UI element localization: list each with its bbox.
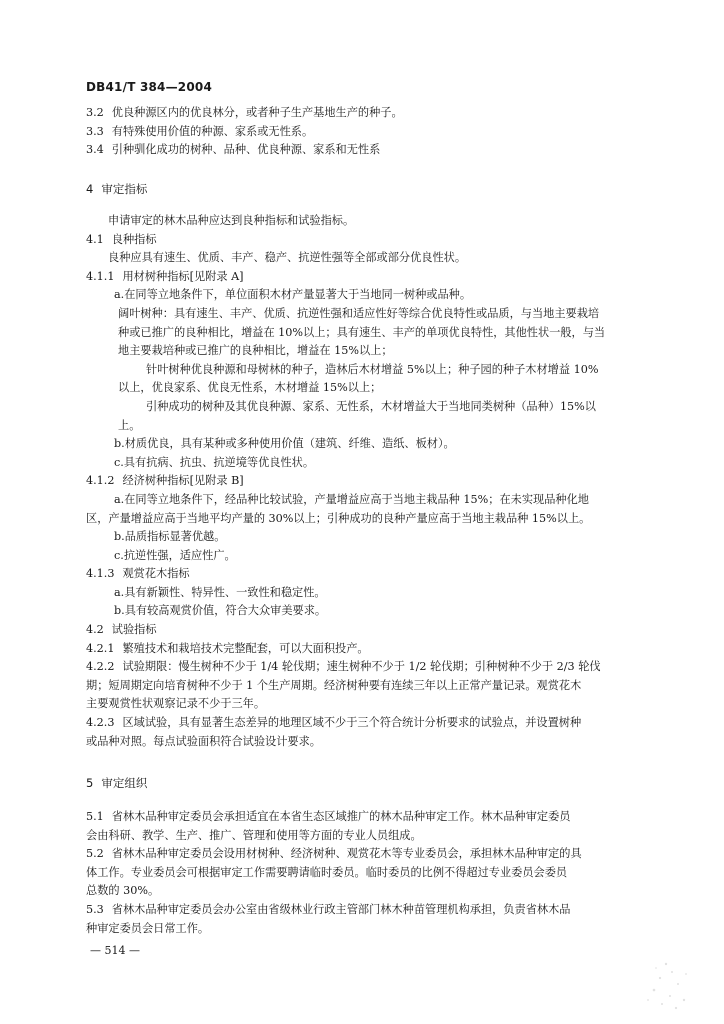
clause-4-1-1-b: b.材质优良，具有某种或多种使用价值（建筑、纤维、造纸、板材）。 [114, 437, 455, 451]
clause-4-2-heading: 4.2 试验指标 [86, 623, 157, 637]
broadleaf-line-3: 地主要栽培种或已推广的良种相比，增益在 15%以上； [118, 344, 393, 358]
clause-5-1-line-1: 5.1 省林木品种审定委员会承担适宜在本省生态区域推广的林木品种审定工作。林木品种审定委员 [86, 810, 571, 823]
clause-4-1-1-heading: 4.1.1 用材树种指标[见附录 A] [86, 269, 244, 283]
clause-5-1-line-2: 会由科研、教学、生产、推广、管理和使用等方面的专业人员组成。 [86, 828, 422, 842]
section-5-heading: 5 审定组织 [86, 776, 148, 790]
clause-4-2-3-line-1: 4.2.3 区域试验，具有显著生态差异的地理区域不少于三个符合统计分析要求的试验点，并设置树种 [86, 716, 582, 730]
clause-4-2-2-line-3: 主要观赏性状观察记录不少于三年。 [86, 697, 266, 711]
broadleaf-line-2: 种或已推广的良种相比，增益在 10%以上；具有速生、丰产的单项优良特性，其他性状一般，与当 [118, 325, 606, 339]
scan-artifact-mark [626, 944, 696, 1014]
clause-4-1-heading: 4.1 良种指标 [86, 232, 157, 246]
standard-code-header: DB41/T 384—2004 [86, 80, 212, 94]
clause-4-2-3-line-2: 或品种对照。每点试验面积符合试验设计要求。 [86, 734, 321, 748]
clause-4-1-1-a: a.在同等立地条件下，单位面积木材产量显著大于当地同一树种或品种。 [114, 288, 472, 302]
clause-4-1-2-b: b.品质指标显著优越。 [114, 530, 226, 544]
clause-4-1-3-heading: 4.1.3 观赏花木指标 [86, 567, 190, 581]
clause-4-1-3-a: a.具有新颖性、特异性、一致性和稳定性。 [114, 585, 326, 599]
clause-4-1-2-a-line-2: 区，产量增益应高于当地平均产量的 30%以上；引种成功的良种产量应高于当地主栽品种 15%以上。 [86, 511, 591, 525]
clause-4-1-3-b: b.具有较高观赏价值，符合大众审美要求。 [114, 604, 327, 618]
clause-3-2: 3.2 优良种源区内的优良林分，或者种子生产基地生产的种子。 [86, 106, 403, 119]
clause-3-3: 3.3 有特殊使用价值的种源、家系或无性系。 [86, 124, 314, 138]
clause-4-1-2-heading: 4.1.2 经济树种指标[见附录 B] [86, 474, 244, 488]
clause-4-2-1: 4.2.1 繁殖技术和栽培技术完整配套，可以大面积投产。 [86, 641, 369, 655]
introduced-line-2: 上。 [118, 418, 141, 432]
section-4-heading: 4 审定指标 [86, 182, 148, 196]
clause-5-2-line-2: 体工作。专业委员会可根据审定工作需要聘请临时委员。临时委员的比例不得超过专业委员会委员 [86, 865, 568, 879]
clause-5-3-line-1: 5.3 省林木品种审定委员会办公室由省级林业行政主管部门林木种苗管理机构承担，负责省林木品 [86, 902, 571, 916]
clause-3-4: 3.4 引种驯化成功的树种、品种、优良种源、家系和无性系 [86, 143, 381, 157]
clause-4-1-text: 良种应具有速生、优质、丰产、稳产、抗逆性强等全部或部分优良性状。 [108, 251, 467, 265]
clause-4-2-2-line-1: 4.2.2 试验期限：慢生树种不少于 1/4 轮伐期；速生树种不少于 1/2 轮伐期；引种树种不少于 2/3 轮伐 [86, 660, 601, 674]
clause-4-1-2-c: c.抗逆性强，适应性广。 [114, 548, 236, 562]
conifer-line-2: 以上，优良家系、优良无性系，木材增益 15%以上； [118, 381, 382, 395]
clause-4-1-2-a-line-1: a.在同等立地条件下，经品种比较试验，产量增益应高于当地主栽品种 15%；在未实现品种化地 [114, 492, 589, 506]
section-4-body [86, 212, 664, 751]
clause-5-2-line-3: 总数的 30%。 [86, 884, 160, 898]
conifer-line-1: 针叶树种优良种源和母树林的种子，造林后木材增益 5%以上；种子园的种子木材增益 10% [146, 362, 599, 376]
clause-4-2-2-line-2: 期；短周期定向培育树种不少于 1 个生产周期。经济树种要有连续三年以上正常产量记录。观赏花木 [86, 678, 582, 692]
clause-4-1-1-c: c.具有抗病、抗虫、抗逆境等优良性状。 [114, 455, 315, 469]
clause-5-3-line-2: 种审定委员会日常工作。 [86, 921, 210, 935]
clause-5-2-line-1: 5.2 省林木品种审定委员会设用材树种、经济树种、观赏花木等专业委员会，承担林木品种审定的具 [86, 847, 582, 861]
introduced-line-1: 引种成功的树种及其优良种源、家系、无性系，木材增益大于当地同类树种（品种）15%以 [146, 399, 596, 413]
page-number: — 514 — [90, 944, 140, 957]
section-3-items [86, 104, 664, 160]
broadleaf-line-1: 阔叶树种：具有速生、丰产、优质、抗逆性强和适应性好等综合优良特性或品质，与当地主要栽培 [118, 306, 600, 320]
section-5-body [86, 808, 664, 938]
section-4-intro: 申请审定的林木品种应达到良种指标和试验指标。 [108, 214, 355, 227]
